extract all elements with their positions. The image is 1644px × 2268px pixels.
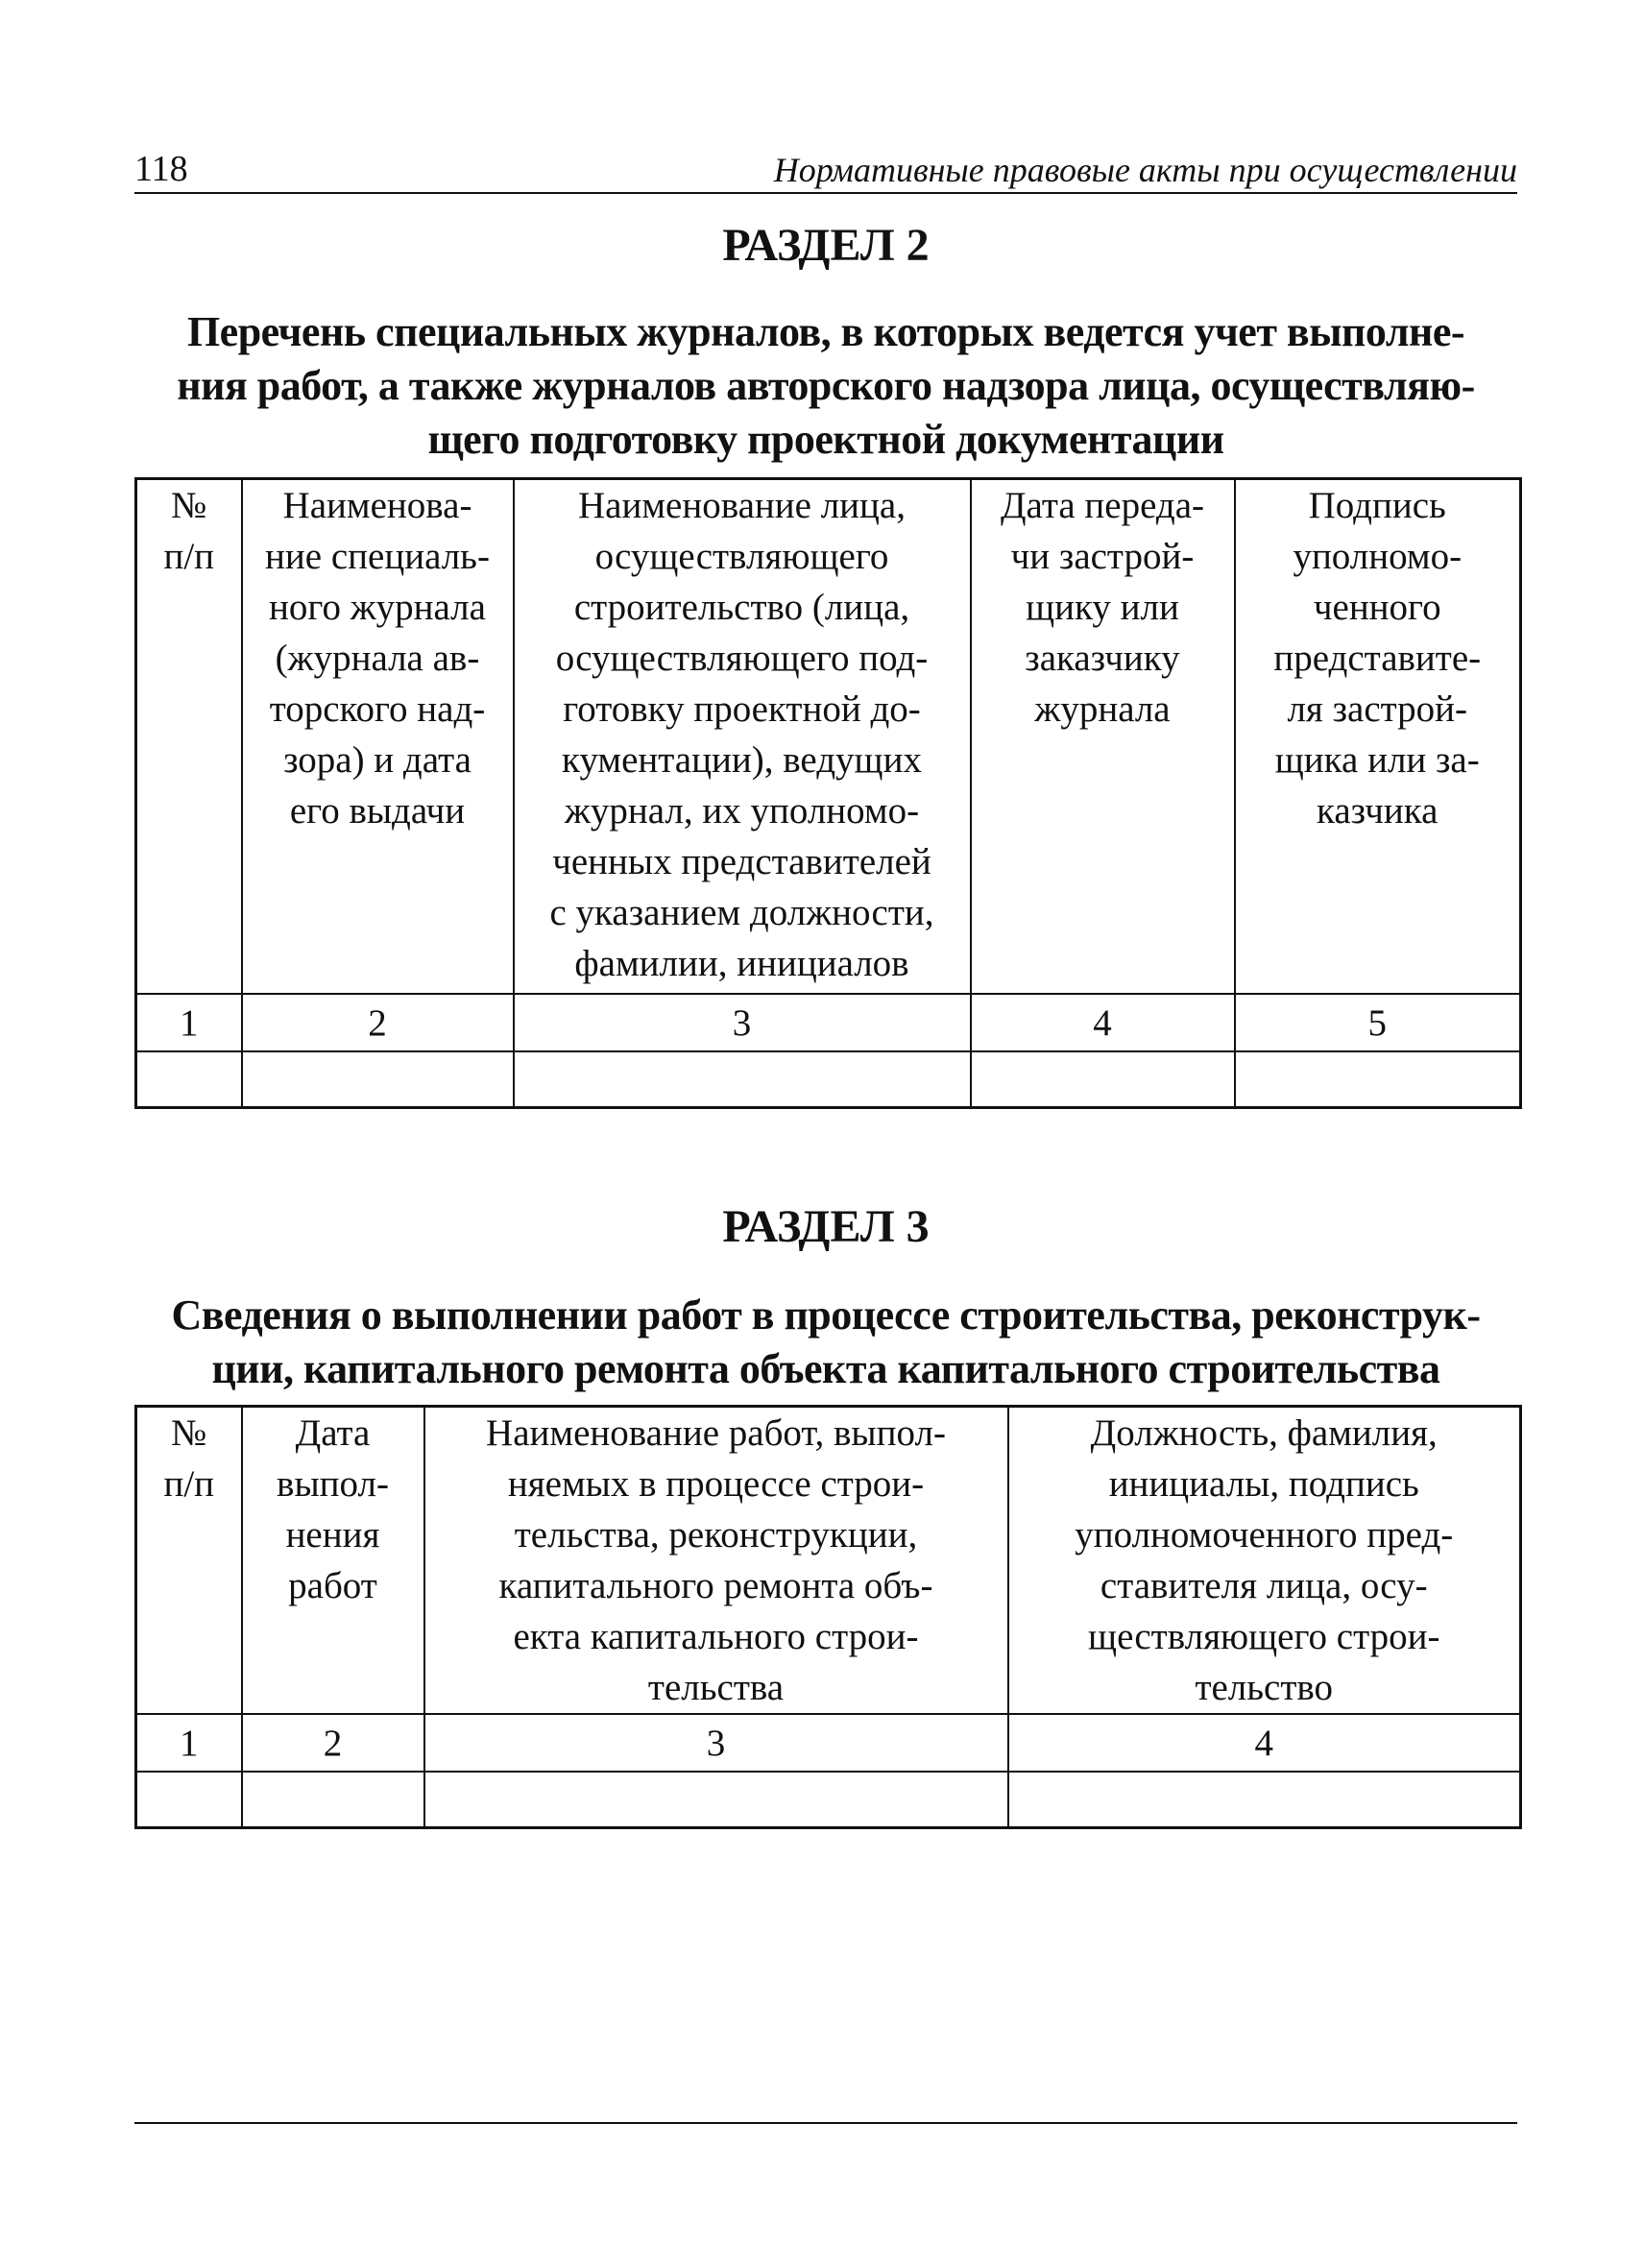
empty-entry-row: [136, 1051, 1521, 1108]
header-line: кументации), ведущих: [562, 739, 922, 781]
header-line: Дата: [295, 1412, 371, 1454]
column-header-work-date: [242, 1407, 424, 1715]
header-line: казчика: [1317, 790, 1438, 832]
empty-cell: [1235, 1051, 1521, 1108]
header-line: строительство (лица,: [573, 587, 910, 628]
empty-cell: [136, 1772, 242, 1828]
column-header-signature: [1235, 479, 1521, 995]
header-line: тельства, реконструкции,: [514, 1514, 918, 1556]
header-line: ченных представителей: [552, 841, 931, 882]
header-line: щика или за-: [1274, 739, 1480, 781]
header-line: чи застрой-: [1010, 536, 1195, 577]
header-line: капитального ремонта объ-: [498, 1565, 933, 1606]
empty-cell: [971, 1051, 1235, 1108]
section-3-heading: РАЗДЕЛ 3: [722, 1201, 930, 1252]
column-number: 1: [136, 994, 242, 1051]
header-line: ние специаль-: [265, 536, 490, 577]
header-line: ставителя лица, осу-: [1100, 1565, 1428, 1606]
header-line: тельство: [1195, 1667, 1334, 1708]
section-3-table: [134, 1405, 1522, 1829]
section-2-table: [134, 477, 1522, 1109]
column-header-number: [136, 479, 242, 995]
section-2-title-line: щего подготовку проектной документации: [427, 416, 1224, 463]
header-line: заказчику: [1025, 638, 1180, 679]
column-number: 2: [242, 1714, 424, 1772]
section-3-title: [134, 1289, 1517, 1396]
column-number: 3: [424, 1714, 1008, 1772]
header-line: ного журнала: [269, 587, 486, 628]
header-line: работ: [288, 1565, 377, 1606]
header-line: осуществляющего: [594, 536, 889, 577]
section-3-title-line: Сведения о выполнении работ в процессе строительства, реконструк-: [171, 1291, 1481, 1339]
header-line: няемых в процессе строи-: [507, 1463, 925, 1505]
header-line: журнала: [1034, 688, 1171, 730]
empty-entry-row: [136, 1772, 1521, 1828]
table-header-row: [136, 1407, 1521, 1715]
header-line: представите-: [1273, 638, 1482, 679]
header-line: Дата переда-: [1000, 485, 1205, 526]
column-number: 5: [1235, 994, 1521, 1051]
header-line: тельства: [647, 1667, 785, 1708]
section-2-title: [134, 305, 1517, 467]
header-line: ля застрой-: [1287, 688, 1468, 730]
running-title: Нормативные правовые акты при осуществлении: [773, 151, 1517, 189]
column-header-responsible-person: [514, 479, 971, 995]
header-line: его выдачи: [289, 790, 466, 832]
column-header-journal-name: [242, 479, 514, 995]
header-line: Наименование работ, выпол-: [486, 1412, 946, 1454]
header-line: Подпись: [1308, 485, 1446, 526]
empty-cell: [242, 1051, 514, 1108]
header-line: Наименование лица,: [578, 485, 906, 526]
column-number: 3: [514, 994, 971, 1051]
column-number-row: [136, 994, 1521, 1051]
header-line: ченного: [1313, 587, 1441, 628]
header-line: Наименова-: [282, 485, 472, 526]
section-2-title-line: Перечень специальных журналов, в которых ведется учет выполне-: [186, 308, 1465, 355]
column-number: 2: [242, 994, 514, 1051]
section-3-title-line: ции, капитального ремонта объекта капитального строительства: [211, 1345, 1440, 1392]
header-line: п/п: [163, 536, 215, 577]
empty-cell: [514, 1051, 971, 1108]
header-line: уполномоченного пред-: [1075, 1514, 1454, 1556]
table-header-row: [136, 479, 1521, 995]
column-number-row: [136, 1714, 1521, 1772]
column-number: 4: [1008, 1714, 1521, 1772]
empty-cell: [136, 1051, 242, 1108]
header-line: инициалы, подпись: [1108, 1463, 1419, 1505]
header-line: №: [171, 485, 207, 526]
header-line: екта капитального строи-: [513, 1616, 919, 1657]
header-line: уполномо-: [1293, 536, 1463, 577]
header-line: ществляющего строи-: [1088, 1616, 1440, 1657]
header-line: щику или: [1026, 587, 1179, 628]
header-line: торского над-: [269, 688, 486, 730]
footer-rule: [134, 2122, 1517, 2124]
header-line: осуществляющего под-: [555, 638, 929, 679]
column-header-representative: [1008, 1407, 1521, 1715]
column-number: 1: [136, 1714, 242, 1772]
page-number: 118: [134, 149, 188, 189]
column-number: 4: [971, 994, 1235, 1051]
header-line: Должность, фамилия,: [1090, 1412, 1438, 1454]
header-line: журнал, их уполномо-: [564, 790, 920, 832]
section-2-heading: РАЗДЕЛ 2: [722, 220, 930, 271]
header-line: нения: [285, 1514, 380, 1556]
header-line: №: [171, 1412, 207, 1454]
header-line: (журнала ав-: [275, 638, 480, 679]
running-head: [134, 142, 1517, 194]
column-header-work-name: [424, 1407, 1008, 1715]
column-header-transfer-date: [971, 479, 1235, 995]
empty-cell: [424, 1772, 1008, 1828]
header-line: зора) и дата: [283, 739, 471, 781]
section-2-title-line: ния работ, а также журналов авторского надзора лица, осуществляю-: [177, 362, 1475, 409]
header-line: фамилии, инициалов: [574, 943, 909, 984]
column-header-number: [136, 1407, 242, 1715]
header-line: выпол-: [277, 1463, 389, 1505]
header-line: с указанием должности,: [549, 892, 934, 933]
header-line: готовку проектной до-: [563, 688, 921, 730]
empty-cell: [1008, 1772, 1521, 1828]
header-line: п/п: [163, 1463, 215, 1505]
empty-cell: [242, 1772, 424, 1828]
